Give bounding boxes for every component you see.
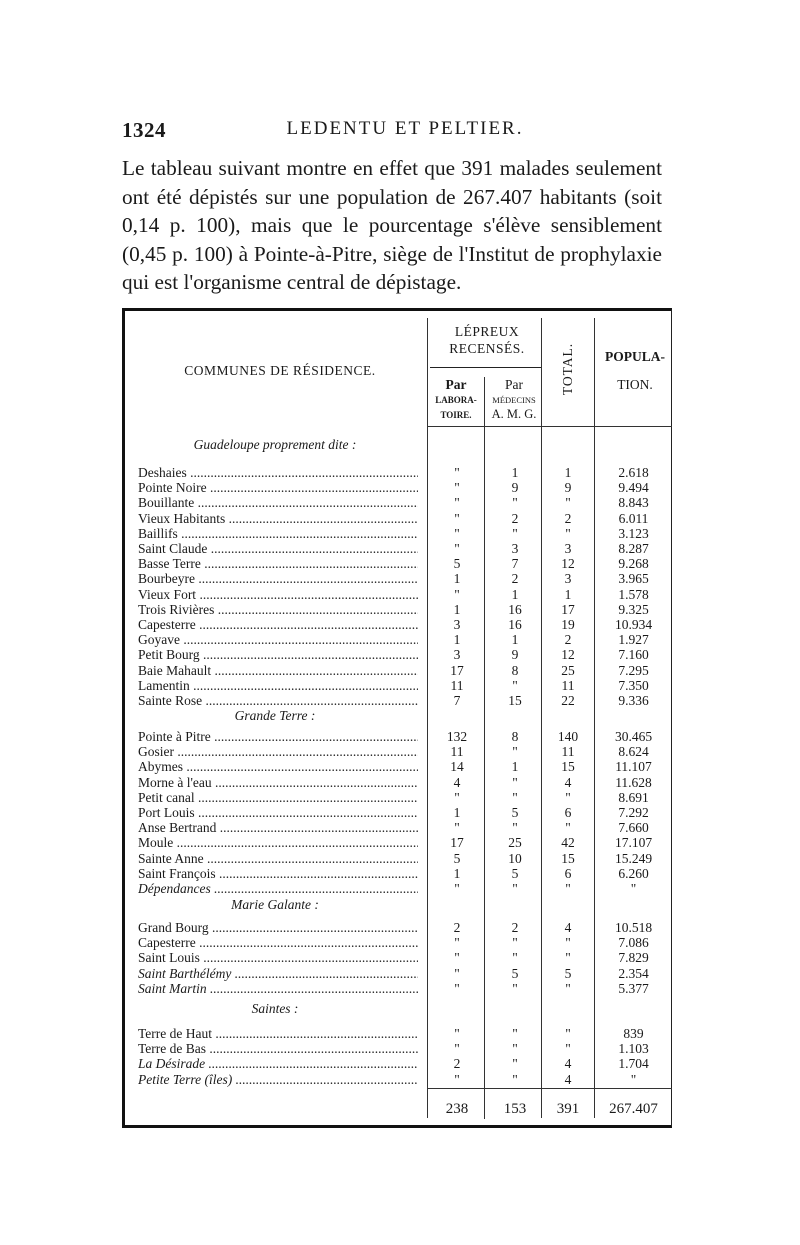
commune-name: Petit Bourg ..... bbox=[138, 648, 418, 662]
cell-med: 1 bbox=[511, 759, 519, 775]
cell-labo: " bbox=[454, 586, 460, 602]
commune-name: Bouillante ..... bbox=[138, 496, 418, 510]
cell-population: 9.268 bbox=[618, 556, 649, 572]
cell-population: 6.011 bbox=[618, 510, 649, 526]
commune-name: Lamentin ..... bbox=[138, 679, 418, 693]
table-row bbox=[125, 572, 671, 586]
table-row bbox=[125, 527, 671, 541]
cell-total: " bbox=[565, 881, 571, 896]
cell-population: 15.249 bbox=[614, 850, 653, 866]
cell-population: 9.325 bbox=[618, 601, 649, 617]
cell-labo: 5 bbox=[453, 850, 461, 866]
commune-name: Pointe Noire ..... bbox=[138, 481, 418, 495]
cell-total: 22 bbox=[561, 693, 575, 708]
cell-labo: " bbox=[454, 465, 460, 480]
header-par-med-2: MÉDECINS bbox=[492, 395, 536, 405]
cell-population: 7.350 bbox=[618, 677, 649, 693]
header-par-labo-2: LABORA- bbox=[435, 395, 477, 405]
cell-labo: 5 bbox=[453, 556, 461, 572]
cell-labo: 132 bbox=[446, 729, 468, 744]
cell-total: " bbox=[565, 495, 571, 511]
cell-med: " bbox=[512, 774, 518, 790]
table-body bbox=[125, 311, 671, 1125]
header-population-2: TION. bbox=[617, 377, 653, 392]
commune-name: Sainte Anne ..... bbox=[138, 852, 418, 866]
cell-labo: " bbox=[454, 510, 460, 526]
commune-name: Saint Claude ..... bbox=[138, 542, 418, 556]
cell-labo: 3 bbox=[453, 617, 461, 632]
commune-name: Trois Rivières ..... bbox=[138, 603, 418, 617]
cell-total: 15 bbox=[561, 759, 575, 775]
table-row bbox=[125, 633, 671, 647]
cell-med: " bbox=[512, 881, 518, 896]
table-row bbox=[125, 745, 671, 759]
intro-paragraph: Le tableau suivant montre en effet que 391 malades seulement ont été dépistés sur une population de 267.407 habitants (soit 0,14 p. 100), mais que le pourcentage s'élève sensiblement (0,45 p. 100) à Pointe-à-Pitre, siège de l'Institut de prophylaxie qui est l'organisme central de dépistage. bbox=[122, 156, 662, 295]
commune-name: Bourbeyre ..... bbox=[138, 572, 418, 586]
table-row bbox=[125, 836, 671, 850]
cell-med: " bbox=[512, 935, 518, 951]
cell-labo: 1 bbox=[453, 571, 461, 587]
cell-population: 11.628 bbox=[615, 774, 652, 790]
header-communes: COMMUNES DE RÉSIDENCE. bbox=[184, 363, 376, 378]
total-labo: 238 bbox=[445, 1101, 469, 1117]
commune-name: Basse Terre ..... bbox=[138, 557, 418, 571]
cell-labo: 4 bbox=[453, 774, 461, 790]
commune-name: Terre de Haut ..... bbox=[138, 1027, 418, 1041]
table-row bbox=[125, 466, 671, 480]
cell-total: " bbox=[565, 525, 571, 541]
cell-med: " bbox=[512, 1026, 518, 1041]
commune-name: Baie Mahault ..... bbox=[138, 664, 418, 678]
commune-name: Port Louis ..... bbox=[138, 806, 418, 820]
cell-population: 8.843 bbox=[618, 495, 649, 511]
table-row bbox=[125, 679, 671, 693]
cell-population: " bbox=[630, 881, 637, 896]
header-total: TOTAL. bbox=[560, 342, 575, 396]
cell-population: 30.465 bbox=[614, 729, 653, 744]
table-row bbox=[125, 967, 671, 981]
cell-population: 10.518 bbox=[614, 920, 653, 935]
cell-population: 1.927 bbox=[618, 632, 649, 648]
commune-name: Baillifs ..... bbox=[138, 527, 418, 541]
table-row bbox=[125, 951, 671, 965]
table-row bbox=[125, 852, 671, 866]
running-title: LEDENTU ET PELTIER. bbox=[286, 118, 524, 139]
commune-name: Grand Bourg ..... bbox=[138, 921, 418, 935]
cell-med: " bbox=[512, 525, 518, 541]
table-row bbox=[125, 618, 671, 632]
cell-labo: " bbox=[454, 525, 460, 541]
cell-med: " bbox=[512, 789, 518, 805]
cell-population: 9.494 bbox=[618, 480, 649, 496]
table-row bbox=[125, 730, 671, 744]
table-row bbox=[125, 936, 671, 950]
cell-total: 3 bbox=[564, 541, 572, 556]
leprosy-table bbox=[122, 308, 672, 1128]
cell-med: 5 bbox=[511, 965, 519, 981]
cell-labo: " bbox=[454, 820, 460, 836]
table-row bbox=[125, 648, 671, 662]
cell-med: 5 bbox=[511, 805, 519, 820]
table-row bbox=[125, 1042, 671, 1056]
cell-labo: 1 bbox=[453, 632, 461, 648]
cell-labo: 1 bbox=[453, 865, 461, 881]
cell-population: 1.103 bbox=[618, 1041, 649, 1057]
cell-total: 42 bbox=[561, 835, 575, 851]
cell-labo: " bbox=[454, 495, 460, 511]
commune-name: Abymes ..... bbox=[138, 760, 418, 774]
cell-labo: 11 bbox=[450, 677, 464, 693]
cell-med: 2 bbox=[511, 510, 519, 526]
section-title: Saintes : bbox=[251, 1001, 299, 1016]
cell-total: 4 bbox=[564, 1056, 572, 1072]
table-row bbox=[125, 867, 671, 881]
cell-population: 10.934 bbox=[614, 617, 653, 632]
table-row bbox=[125, 1073, 671, 1087]
cell-labo: 3 bbox=[453, 647, 461, 663]
cell-total: 2 bbox=[564, 632, 572, 648]
section-title: Grande Terre : bbox=[234, 708, 316, 723]
cell-total: " bbox=[565, 950, 571, 966]
cell-total: 3 bbox=[564, 571, 572, 587]
cell-population: 2.618 bbox=[618, 465, 649, 480]
cell-population: 5.377 bbox=[618, 980, 649, 996]
commune-name: Deshaies ..... bbox=[138, 466, 418, 480]
commune-name: Petit canal ..... bbox=[138, 791, 418, 805]
total-population: 267.407 bbox=[609, 1101, 658, 1117]
cell-total: " bbox=[565, 935, 571, 951]
table-row bbox=[125, 481, 671, 495]
header-par-med-1: Par bbox=[505, 377, 523, 392]
cell-med: 9 bbox=[511, 647, 519, 663]
commune-name: Moule ..... bbox=[138, 836, 418, 850]
commune-name: Morne à l'eau ..... bbox=[138, 776, 418, 790]
commune-name: Saint Louis ..... bbox=[138, 951, 418, 965]
cell-total: 17 bbox=[561, 601, 575, 617]
cell-labo: " bbox=[454, 480, 460, 496]
cell-med: 2 bbox=[511, 920, 519, 935]
cell-med: " bbox=[512, 980, 518, 996]
table-row bbox=[125, 1027, 671, 1041]
cell-med: 9 bbox=[511, 480, 519, 496]
cell-med: 10 bbox=[508, 850, 522, 866]
header-par-med-3: A. M. G. bbox=[491, 407, 537, 421]
cell-total: 12 bbox=[561, 647, 575, 663]
cell-population: 3.123 bbox=[618, 525, 649, 541]
cell-labo: " bbox=[454, 1026, 460, 1041]
table-row bbox=[125, 921, 671, 935]
cell-med: 8 bbox=[511, 662, 519, 678]
table-row bbox=[125, 664, 671, 678]
cell-total: 12 bbox=[561, 556, 575, 572]
table-row bbox=[125, 1057, 671, 1071]
cell-total: 6 bbox=[564, 865, 572, 881]
cell-population: 8.287 bbox=[618, 541, 649, 556]
cell-med: 1 bbox=[511, 465, 519, 480]
cell-med: 1 bbox=[511, 632, 519, 648]
cell-labo: " bbox=[454, 541, 460, 556]
commune-name: Saint François ..... bbox=[138, 867, 418, 881]
header-lepreux: LÉPREUX RECENSÉS. bbox=[449, 324, 525, 356]
table-row bbox=[125, 557, 671, 571]
table-row bbox=[125, 588, 671, 602]
cell-total: 6 bbox=[564, 805, 572, 820]
cell-labo: 2 bbox=[453, 920, 461, 935]
cell-total: 5 bbox=[564, 965, 572, 981]
commune-name: Saint Barthélémy ..... bbox=[138, 967, 418, 981]
cell-med: 16 bbox=[508, 617, 522, 632]
cell-total: " bbox=[565, 789, 571, 805]
table-row bbox=[125, 542, 671, 556]
cell-population: 8.691 bbox=[618, 789, 649, 805]
cell-total: 19 bbox=[561, 617, 575, 632]
commune-name: Saint Martin ..... bbox=[138, 982, 418, 996]
table-row bbox=[125, 806, 671, 820]
commune-name: Sainte Rose ..... bbox=[138, 694, 418, 708]
cell-labo: 2 bbox=[453, 1056, 461, 1072]
table-row bbox=[125, 982, 671, 996]
cell-total: " bbox=[565, 820, 571, 836]
header-par-labo-1: Par bbox=[445, 377, 467, 392]
cell-med: 25 bbox=[508, 835, 522, 851]
header-par-labo-3: TOIRE. bbox=[440, 410, 472, 420]
cell-total: 11 bbox=[561, 677, 575, 693]
cell-med: " bbox=[512, 1056, 518, 1072]
cell-total: 4 bbox=[564, 1071, 572, 1087]
page-number: 1324 bbox=[122, 118, 166, 142]
commune-name: Terre de Bas ..... bbox=[138, 1042, 418, 1056]
table-row bbox=[125, 496, 671, 510]
commune-name: Pointe à Pitre ..... bbox=[138, 730, 418, 744]
cell-population: " bbox=[630, 1071, 637, 1087]
table-row bbox=[125, 760, 671, 774]
cell-labo: " bbox=[454, 980, 460, 996]
cell-population: 1.578 bbox=[618, 586, 649, 602]
cell-total: 9 bbox=[564, 480, 572, 496]
cell-total: 11 bbox=[561, 744, 575, 760]
commune-name: Capesterre ..... bbox=[138, 618, 418, 632]
cell-labo: " bbox=[454, 965, 460, 981]
cell-total: " bbox=[565, 1041, 571, 1057]
total-total: 391 bbox=[556, 1101, 580, 1117]
cell-med: 1 bbox=[511, 586, 519, 602]
cell-population: 1.704 bbox=[618, 1056, 649, 1072]
cell-total: " bbox=[565, 1026, 571, 1041]
table-row bbox=[125, 882, 671, 896]
cell-labo: " bbox=[454, 789, 460, 805]
total-med: 153 bbox=[503, 1101, 527, 1117]
cell-med: " bbox=[512, 820, 518, 836]
commune-name: Vieux Habitants ..... bbox=[138, 512, 418, 526]
cell-population: 3.965 bbox=[618, 571, 649, 587]
cell-med: " bbox=[512, 677, 518, 693]
cell-population: 7.829 bbox=[618, 950, 649, 966]
cell-total: 140 bbox=[557, 729, 579, 744]
commune-name: Anse Bertrand ..... bbox=[138, 821, 418, 835]
cell-total: 1 bbox=[564, 586, 572, 602]
cell-med: " bbox=[512, 1041, 518, 1057]
header-population-1: POPULA- bbox=[605, 349, 665, 364]
cell-population: 839 bbox=[623, 1026, 644, 1041]
cell-labo: 1 bbox=[453, 601, 461, 617]
cell-population: 9.336 bbox=[618, 693, 649, 708]
cell-med: 7 bbox=[511, 556, 519, 572]
table-row bbox=[125, 603, 671, 617]
cell-total: 15 bbox=[561, 850, 575, 866]
commune-name: Vieux Fort ..... bbox=[138, 588, 418, 602]
cell-population: 11.107 bbox=[615, 759, 652, 775]
commune-name: Goyave ..... bbox=[138, 633, 418, 647]
cell-total: 4 bbox=[564, 774, 572, 790]
section-title: Marie Galante : bbox=[231, 897, 319, 912]
section-title: Guadeloupe proprement dite : bbox=[193, 437, 357, 452]
cell-med: 5 bbox=[511, 865, 519, 881]
commune-name: Dépendances ..... bbox=[138, 882, 418, 896]
cell-med: " bbox=[512, 495, 518, 511]
cell-med: 15 bbox=[508, 693, 522, 708]
cell-population: 7.660 bbox=[618, 820, 649, 836]
cell-labo: 7 bbox=[453, 693, 461, 708]
commune-name: La Désirade ..... bbox=[138, 1057, 418, 1071]
cell-med: " bbox=[512, 1071, 518, 1087]
table-row bbox=[125, 791, 671, 805]
cell-labo: 14 bbox=[450, 759, 464, 775]
cell-med: 2 bbox=[511, 571, 519, 587]
cell-population: 7.086 bbox=[618, 935, 649, 951]
commune-name: Capesterre ..... bbox=[138, 936, 418, 950]
cell-total: 25 bbox=[561, 662, 575, 678]
cell-population: 6.260 bbox=[618, 865, 649, 881]
cell-med: " bbox=[512, 950, 518, 966]
cell-labo: " bbox=[454, 881, 460, 896]
table-row bbox=[125, 694, 671, 708]
cell-med: 16 bbox=[508, 601, 522, 617]
cell-med: 3 bbox=[511, 541, 519, 556]
cell-med: 8 bbox=[511, 729, 519, 744]
table-row bbox=[125, 512, 671, 526]
cell-total: 4 bbox=[564, 920, 572, 935]
cell-total: 1 bbox=[564, 465, 572, 480]
cell-labo: " bbox=[454, 1071, 460, 1087]
cell-total: " bbox=[565, 980, 571, 996]
cell-total: 2 bbox=[564, 510, 572, 526]
commune-name: Petite Terre (îles) ..... bbox=[138, 1073, 418, 1087]
commune-name: Gosier ..... bbox=[138, 745, 418, 759]
cell-med: " bbox=[512, 744, 518, 760]
cell-labo: " bbox=[454, 935, 460, 951]
table-row bbox=[125, 776, 671, 790]
cell-labo: 17 bbox=[450, 662, 464, 678]
cell-population: 7.292 bbox=[618, 805, 649, 820]
cell-labo: " bbox=[454, 1041, 460, 1057]
table-row bbox=[125, 821, 671, 835]
cell-population: 2.354 bbox=[618, 965, 649, 981]
cell-labo: 11 bbox=[450, 744, 464, 760]
cell-population: 7.160 bbox=[618, 647, 649, 663]
cell-labo: 1 bbox=[453, 805, 461, 820]
cell-population: 7.295 bbox=[618, 662, 649, 678]
cell-labo: 17 bbox=[450, 835, 464, 851]
cell-population: 8.624 bbox=[618, 744, 649, 760]
cell-population: 17.107 bbox=[614, 835, 653, 851]
cell-labo: " bbox=[454, 950, 460, 966]
